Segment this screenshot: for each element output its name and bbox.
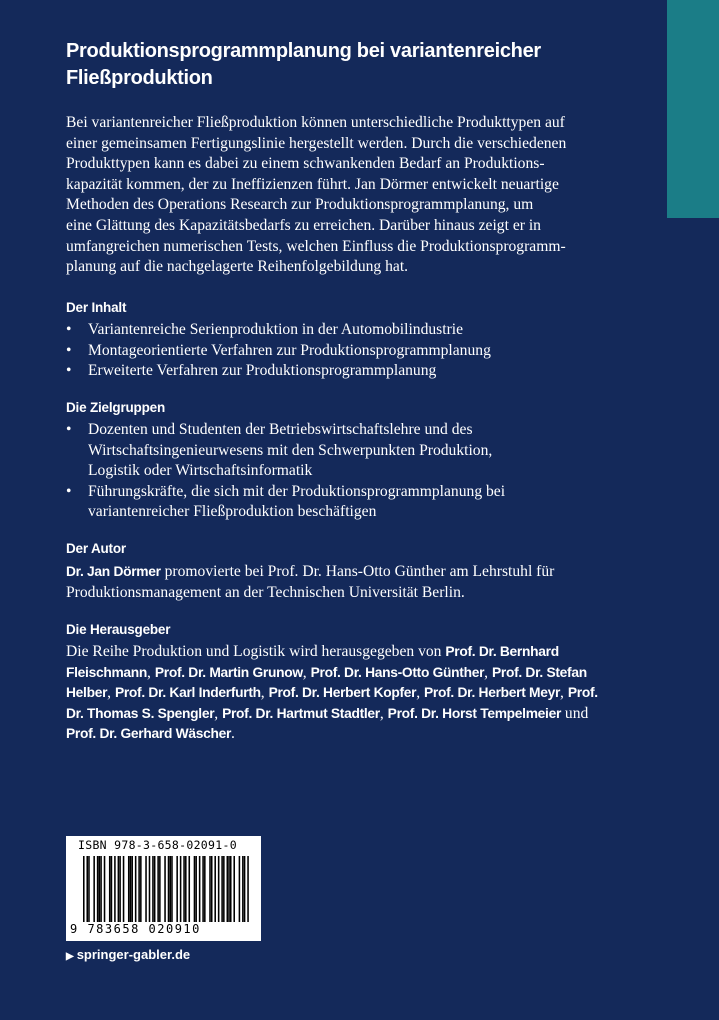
text: . <box>231 725 235 743</box>
intro-line: umfangreichen numerischen Tests, welchen Einfluss die Produktionsprogramm- <box>66 237 566 255</box>
intro-line: kapazität kommen, der zu Ineffizienzen führt. Jan Dörmer entwickelt neuartige <box>66 175 559 193</box>
editor-name: Prof. Dr. Hartmut Stadtler <box>222 705 380 721</box>
barcode-digits: 9 783658 020910 <box>70 922 201 936</box>
book-title <box>66 38 626 92</box>
editor-name: Fleischmann <box>66 664 148 680</box>
editor-name: Prof. Dr. Horst Tempelmeier <box>387 705 562 721</box>
title-line-2: Fließproduktion <box>66 67 213 89</box>
separator: , <box>260 684 269 702</box>
herausgeber-paragraph <box>66 642 626 745</box>
intro-line: Produkttypen kann es dabei zu einem schwankenden Bedarf an Produktions- <box>66 155 545 173</box>
editor-name: Prof. Dr. Gerhard Wäscher <box>66 726 232 742</box>
accent-bar <box>667 0 719 218</box>
publisher-url: springer-gabler.de <box>76 947 191 962</box>
text: Die Reihe Produktion und Logistik wird herausgegeben von <box>66 643 446 660</box>
editor-name: Prof. Dr. Hans-Otto Günther <box>310 664 485 680</box>
isbn-text: ISBN 978-3-658-02091-0 <box>78 838 237 852</box>
herausgeber-line <box>66 642 626 663</box>
list-item-text: Variantenreiche Serienproduktion in der Automobilindustrie <box>88 321 464 338</box>
separator: , <box>416 684 425 702</box>
separator: , <box>560 684 568 702</box>
editor-name: Prof. <box>567 685 598 701</box>
list-item-text: Logistik oder Wirtschaftsinformatik <box>88 462 313 480</box>
list-item <box>66 320 626 341</box>
triangle-right-icon: ▶ <box>66 951 74 962</box>
bullet-icon: • <box>66 321 72 338</box>
intro-line: planung auf die nachgelagerte Reihenfolgebildung hat. <box>66 258 409 276</box>
separator: , <box>147 663 155 681</box>
list-item <box>66 420 626 482</box>
list-item-text: Montageorientierte Verfahren zur Produktionsprogrammplanung <box>88 341 491 359</box>
separator: , <box>379 704 388 722</box>
list-item-text: Führungskräfte, die sich mit der Produktionsprogrammplanung bei <box>88 482 506 500</box>
bullet-icon: • <box>66 341 72 359</box>
editor-name: Dr. Thomas S. Spengler <box>66 705 215 721</box>
herausgeber-line <box>66 663 626 684</box>
intro-line: Methoden des Operations Research zur Produktionsprogrammplanung, um <box>66 196 534 214</box>
editor-name: Prof. Dr. Herbert Meyr <box>424 685 561 701</box>
intro-paragraph <box>66 113 606 278</box>
list-item-text: Dozenten und Studenten der Betriebswirtschaftslehre und des <box>88 421 473 438</box>
inhalt-list <box>66 320 626 382</box>
autor-paragraph <box>66 562 626 603</box>
separator: , <box>214 704 223 722</box>
list-item <box>66 361 626 382</box>
intro-line: einer gemeinsamen Fertigungslinie hergestellt werden. Durch die verschiedenen <box>66 134 567 152</box>
barcode-bars <box>83 856 249 922</box>
intro-line: eine Glättung des Kapazitätsbedarfs zu erreichen. Darüber hinaus zeigt er in <box>66 216 541 234</box>
list-item-text: variantenreicher Fließproduktion beschäftigen <box>88 503 377 521</box>
bullet-icon: • <box>66 421 72 438</box>
editor-name: Prof. Dr. Bernhard <box>445 644 559 659</box>
title-line-1: Produktionsprogrammplanung bei variantenreicher <box>66 40 541 62</box>
autor-text: promovierte bei Prof. Dr. Hans-Otto Günther am Lehrstuhl für <box>160 563 555 580</box>
editor-name: Prof. Dr. Herbert Kopfer <box>268 685 417 701</box>
separator: , <box>107 684 115 702</box>
editor-name: Prof. Dr. Martin Grunow <box>154 664 303 680</box>
list-item <box>66 482 626 523</box>
bullet-icon: • <box>66 362 72 380</box>
bullet-icon: • <box>66 482 72 500</box>
intro-line: Bei variantenreicher Fließproduktion können unterschiedliche Produkttypen auf <box>66 114 565 131</box>
autor-line: Produktionsmanagement an der Technischen Universität Berlin. <box>66 583 465 601</box>
isbn-barcode <box>66 836 261 941</box>
herausgeber-line <box>66 704 626 725</box>
text: und <box>561 704 589 722</box>
author-name: Dr. Jan Dörmer <box>66 564 161 579</box>
editor-name: Prof. Dr. Karl Inderfurth <box>114 685 261 701</box>
autor-line <box>66 562 626 583</box>
herausgeber-heading: Die Herausgeber <box>66 622 171 637</box>
list-item-text: Erweiterte Verfahren zur Produktionsprogrammplanung <box>88 362 437 380</box>
list-item <box>66 341 626 362</box>
editor-name: Helber <box>66 685 108 701</box>
list-item-text: Wirtschaftsingenieurwesens mit den Schwerpunkten Produktion, <box>88 441 493 459</box>
inhalt-heading: Der Inhalt <box>66 300 127 315</box>
publisher-link[interactable] <box>66 947 190 962</box>
herausgeber-line <box>66 683 626 704</box>
separator: , <box>484 663 492 681</box>
editor-name: Prof. Dr. Stefan <box>491 664 587 680</box>
zielgruppen-list <box>66 420 626 523</box>
separator: , <box>302 663 311 681</box>
herausgeber-line <box>66 724 626 745</box>
autor-heading: Der Autor <box>66 541 126 556</box>
zielgruppen-heading: Die Zielgruppen <box>66 400 166 415</box>
